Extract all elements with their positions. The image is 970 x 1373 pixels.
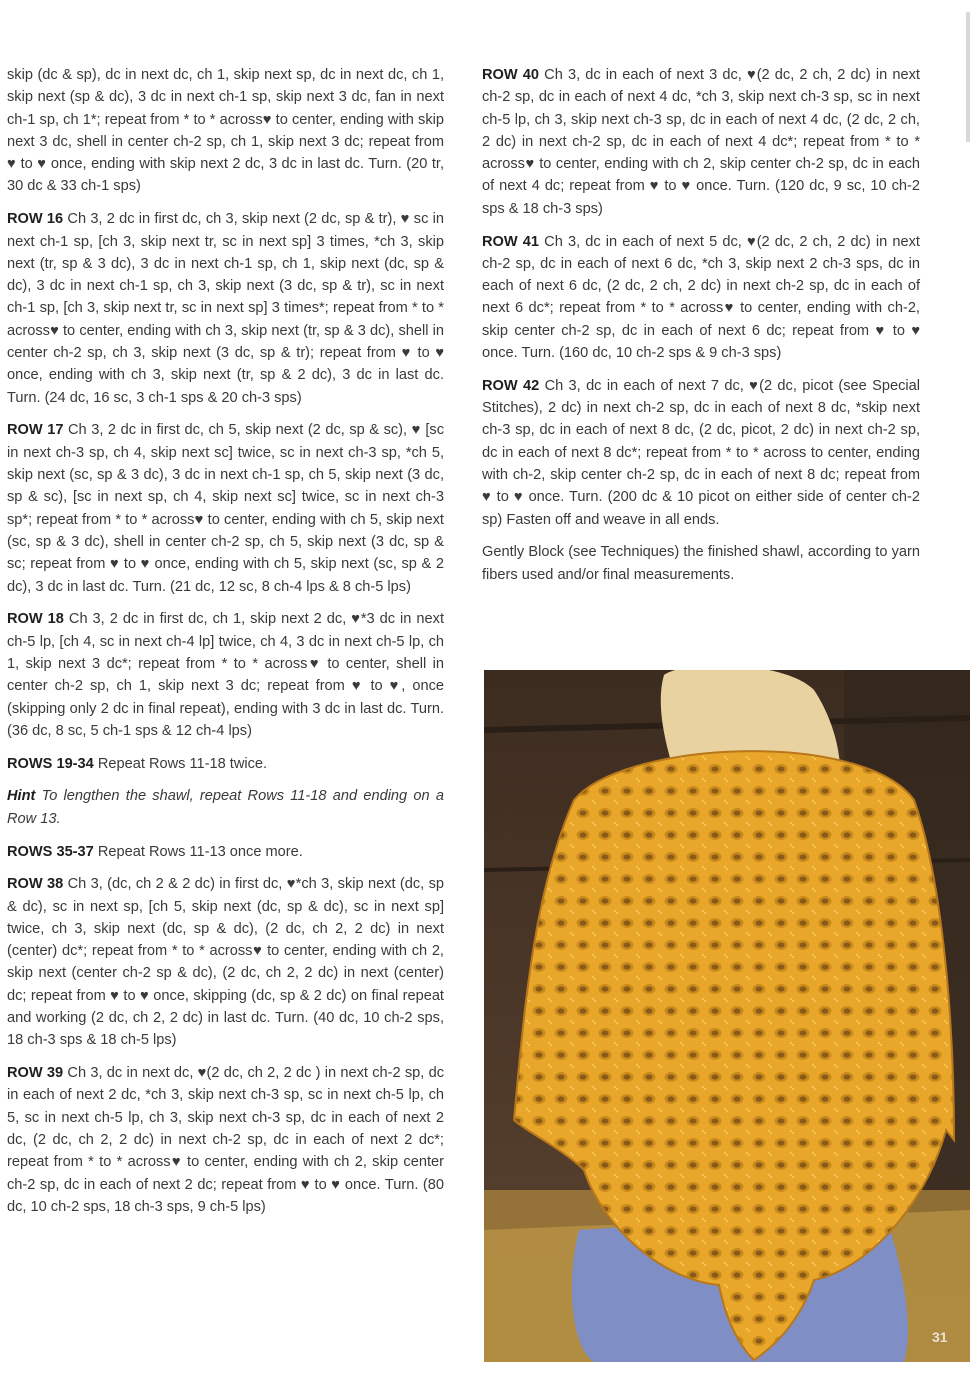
instruction-paragraph [482,541,920,586]
page-number: 31 [932,1329,948,1345]
instruction-row-17 [7,419,444,597]
instruction-text: To lengthen the shawl, repeat Rows 11-18 and ending on a Row 13. [7,788,444,827]
instruction-text: Ch 3, 2 dc in first dc, ch 5, skip next (2 dc, sp & sc), ♥ [sc in next ch-3 sp, ch 4, skip next sc] twice, sc in next ch-3 sp, *ch 5, skip next (sc, sp & 3 dc), 3 dc in next ch-1 sp, ch 5, skip next (3 dc, sp & sc), [sc in next sp, ch 4, skip next sc] twice, sc in next ch-3 sp*; repeat from * to * across♥ to center, ending with ch 5, skip next (sc, sp & 3 dc), shell in center ch-2 sp, ch 5, skip next (3 dc, sp & sc; repeat from ♥ to ♥ once, ending with ch 5, skip next (sc, sp & 2 dc), 3 dc in last dc. Turn. (21 dc, 12 sc, 8 ch-4 lps & 8 ch-5 lps) [7,422,444,595]
right-text-column [482,64,920,597]
row-label: ROW 16 [7,211,64,228]
row-label: ROWS 35-37 [7,843,94,860]
instruction-text: Ch 3, dc in each of next 5 dc, ♥(2 dc, 2 ch, 2 dc) in next ch-2 sp, dc in each of next 6 dc, *ch 3, skip next 2 ch-3 sps, dc in each of next 6 dc, (2 dc, 2 ch, 2 dc) in next ch-2 sp, dc in each of next 6 dc*; repeat from * to * across♥ to center, ending with ch-2, skip center ch-2 sp, dc in each of next 6 dc; repeat from ♥ to ♥ once. Turn. (160 dc, 10 ch-2 sps & 9 ch-3 sps) [482,233,920,362]
row-label: ROW 42 [482,377,540,394]
instruction-row-41 [482,231,920,365]
instruction-text: Gently Block (see Techniques) the finished shawl, according to yarn fibers used and/or final measurements. [482,544,920,583]
instruction-hint [7,785,444,830]
row-label: ROW 18 [7,611,64,628]
instruction-row-39 [7,1062,444,1218]
instruction-text: skip (dc & sp), dc in next dc, ch 1, skip next sp, dc in next dc, ch 1, skip next (sp & dc), 3 dc in next ch-1 sp, skip next 3 dc, fan in next ch-1 sp, ch 1*; repeat from * to * across♥ to center, ending with skip next 3 dc, shell in center ch-2 sp, ch 1, skip next 3 dc; repeat from ♥ to ♥ once, ending with skip next 2 dc, 3 dc in last dc. Turn. (20 tr, 30 dc & 33 ch-1 sps) [7,67,444,195]
shawl-photo [484,670,970,1362]
instruction-row-40 [482,64,920,220]
instruction-text: Ch 3, dc in each of next 7 dc, ♥(2 dc, picot (see Special Stitches), 2 dc) in next ch-2 sp, dc in each of next 8 dc, *skip next ch-3 sp, dc in each of next 8 dc, (2 dc, picot, 2 dc) in next ch-2 sp, dc in each of next 8 dc*; repeat from * to * across to center, ending with ch-2, skip center ch-2 sp, dc in each of next 8 dc; repeat from ♥ to ♥ once. Turn. (200 dc & 10 picot on either side of center ch-2 sp) Fasten off and weave in all ends. [482,377,920,528]
row-label: ROW 38 [7,876,64,893]
instruction-row-38 [7,873,444,1051]
instruction-text: Ch 3, 2 dc in first dc, ch 1, skip next 2 dc, ♥*3 dc in next ch-5 lp, [ch 4, sc in next ch-4 lp] twice, ch 4, 3 dc in next ch-5 lp, ch 1, skip next 3 dc*; repeat from * to * across♥ to center, shell in center ch-2 sp, ch 1, skip next 3 dc; repeat from ♥ to ♥, once (skipping only 2 dc in final repeat), ending with 3 dc in last dc. Turn. (36 dc, 8 sc, 5 ch-1 sps & 12 ch-4 lps) [7,611,444,739]
instruction-text: Ch 3, dc in each of next 3 dc, ♥(2 dc, 2 ch, 2 dc) in next ch-2 sp, dc in each of next 4 dc, *ch 3, skip next ch-3 sp, sc in next ch-5 lp, ch 3, skip next ch-3 sp, dc in each of next 4 dc, (2 dc, 2 ch, 2 dc) in next ch-2 sp, dc in each of next 4 dc*; repeat from * to * across♥ to center, ending with ch 2, skip center ch-2 sp, dc in each of next 4 dc; repeat from ♥ to ♥ once. Turn. (120 dc, 9 sc, 10 ch-2 sps & 18 ch-3 sps) [482,67,920,217]
left-text-column [7,64,444,1229]
instruction-row-16 [7,208,444,409]
shawl-illustration [484,670,970,1362]
row-label: ROW 39 [7,1065,64,1082]
instruction-text: Ch 3, (dc, ch 2 & 2 dc) in first dc, ♥*ch 3, skip next (dc, sp & dc), sc in next sp, [ch 5, skip next (dc, sp & dc), sc in next sp] twice, ch 3, skip next (dc, sp & dc), (2 dc, ch 2, 2 dc) in next (center) dc*; repeat from * to * across♥ to center, ending with ch 2, skip next (center ch-2 sp & dc), (2 dc, ch 2, 2 dc) in next (center) dc; repeat from ♥ to ♥ once, skipping (dc, sp & 2 dc) on final repeat and working (2 dc, ch 2, 2 dc) in last dc. Turn. (40 dc, 10 ch-2 sps, 18 ch-3 sps & 18 ch-5 lps) [7,876,445,1049]
instruction-text: Ch 3, 2 dc in first dc, ch 3, skip next (2 dc, sp & tr), ♥ sc in next ch-1 sp, [ch 3, skip next tr, sc in next sp] 3 times, *ch 3, skip next (tr, sp & 3 dc), 3 dc in next ch-1 sp, ch 1, skip next (dc, sp & dc), 3 dc in next ch-1 sp, ch 3, skip next (3 dc, sp & tr), sc in next ch-1 sp, [ch 3, skip next tr, sc in next sp] 3 times*; repeat from * to * across♥ to center, ending with ch 3, skip next (tr, sp & 3 dc), shell in center ch-2 sp, ch 3, skip next (3 dc, sp & tr); repeat from ♥ to ♥ once, ending with ch 3, skip next (tr, sp & 2 dc), 3 dc in last dc. Turn. (24 dc, 16 sc, 3 ch-1 sps & 20 ch-3 sps) [7,211,445,406]
page-edge-mark [966,12,970,142]
row-label: ROWS 19-34 [7,755,94,772]
row-label: ROW 41 [482,233,540,250]
instruction-text: Ch 3, dc in next dc, ♥(2 dc, ch 2, 2 dc ) in next ch-2 sp, dc in each of next 2 dc, *ch 3, skip next ch-3 sp, sc in next ch-5 lp, ch 5, sc in next ch-5 lp, ch 3, skip next ch-3 sp, dc in each of next 2 dc, (2 dc, ch 2, 2 dc) in next ch-2 sp, dc in each of next 2 dc*; repeat from * to * across♥ to center, ending with ch 2, skip center ch-2 sp, dc in each of next 2 dc; repeat from ♥ to ♥ once. Turn. (80 dc, 10 ch-2 sps, 18 ch-3 sps, 9 ch-5 lps) [7,1065,445,1215]
row-label: ROW 40 [482,67,540,83]
instruction-rows-19-34 [7,753,444,775]
instruction-paragraph [7,64,444,198]
hint-label: Hint [7,788,36,805]
row-label: ROW 17 [7,422,64,439]
instruction-row-18 [7,608,444,742]
instruction-text: Repeat Rows 11-13 once more. [93,843,303,860]
instruction-row-42 [482,375,920,531]
instruction-rows-35-37 [7,841,444,863]
instruction-text: Repeat Rows 11-18 twice. [93,755,268,772]
